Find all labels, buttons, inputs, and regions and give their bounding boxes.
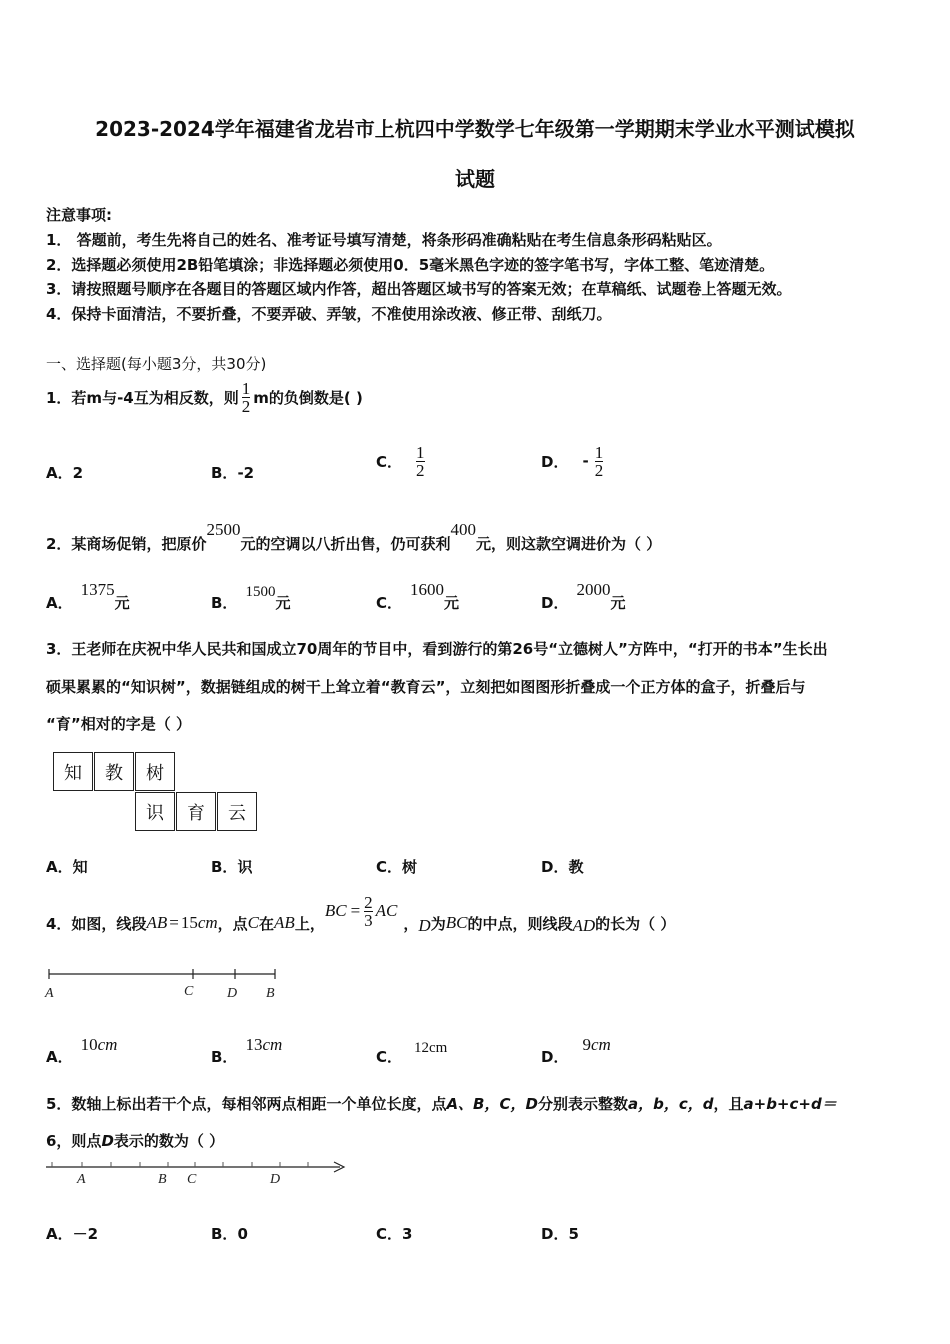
q3-option-a: A．知 bbox=[46, 858, 88, 876]
point-d-label: D bbox=[227, 986, 238, 1001]
q3-option-c: C．树 bbox=[376, 858, 418, 876]
question-3-line1: 3．王老师在庆祝中华人民共和国成立70周年的节目中，看到游行的第26号“立德树人”方阵中，“打开的书本”生长出 bbox=[46, 640, 828, 658]
q1-d-fraction: $\frac{1}{2}$ bbox=[594, 442, 604, 480]
question-3-line2: 硕果累累的“知识树”，数据链组成的树干上耸立着“教育云”，立刻把如图图形折叠成一个正方体的盒子，折叠后与 bbox=[46, 678, 806, 696]
notice-heading: 注意事项: bbox=[46, 206, 112, 224]
page-title: 2023-2024学年福建省龙岩市上杭四中学数学七年级第一学期期末学业水平测试模拟 bbox=[95, 117, 855, 141]
q1-option-c: C． $\frac{1}{2}$ bbox=[376, 442, 425, 480]
numline-b-label: B bbox=[158, 1172, 167, 1187]
q4-bc-formula: BC = $\frac{2}{3}$ AC bbox=[324, 892, 398, 930]
number-line-diagram bbox=[40, 1156, 360, 1190]
net-cell-yun: 云 bbox=[217, 792, 257, 831]
q1-option-b: B．-2 bbox=[211, 464, 255, 482]
q5-option-b: B．0 bbox=[211, 1225, 248, 1243]
point-c-label: C bbox=[184, 984, 194, 999]
notice-item-4: 4．保持卡面清洁，不要折叠，不要弄破、弄皱，不准使用涂改液、修正带、刮纸刀。 bbox=[46, 305, 612, 323]
numline-c-label: C bbox=[187, 1172, 197, 1187]
q4-option-b: B．13cm bbox=[211, 1035, 283, 1066]
numline-a-label: A bbox=[77, 1172, 86, 1187]
net-cell-jiao: 教 bbox=[94, 752, 134, 791]
q2-option-b: B．1500元 bbox=[211, 584, 291, 612]
q3-option-d: D．教 bbox=[541, 858, 584, 876]
q2-option-a: A．1375元 bbox=[46, 580, 130, 612]
q1-frac-num: 1 bbox=[241, 378, 251, 398]
q4-option-d: D．9cm bbox=[541, 1035, 611, 1066]
question-2: 2．某商场促销，把原价2500元的空调以八折出售，仍可获利400元，则这款空调进价为（ ） bbox=[46, 520, 662, 553]
notice-item-1: 1． 答题前，考生先将自己的姓名、准考证号填写清楚，将条形码准确粘贴在考生信息条形码粘贴区。 bbox=[46, 231, 722, 249]
q5-option-c: C．3 bbox=[376, 1225, 413, 1243]
q3-option-b: B．识 bbox=[211, 858, 253, 876]
net-cell-shu: 树 bbox=[135, 752, 175, 791]
q2-price: 2500 bbox=[206, 520, 241, 539]
notice-item-3: 3．请按照题号顺序在各题目的答题区域内作答，超出答题区域书写的答案无效；在草稿纸、试题卷上答题无效。 bbox=[46, 280, 792, 298]
q2-option-d: D．2000元 bbox=[541, 580, 626, 612]
q5-option-a: A．－2 bbox=[46, 1225, 99, 1243]
q1-c-fraction: $\frac{1}{2}$ bbox=[416, 442, 425, 480]
q1-fraction bbox=[242, 380, 251, 415]
q1-suffix: m的负倒数是( ) bbox=[253, 388, 363, 407]
q1-prefix: 1．若m与-4互为相反数，则 bbox=[46, 388, 239, 407]
question-4: 4．如图，线段 AB = 15 cm ，点 C 在 AB 上， BC = $\frac{2}{3}$ AC ， D 为 BC 的中点，则线段 AD 的长为（ ） bbox=[46, 892, 676, 935]
page-title-line2: 试题 bbox=[455, 167, 495, 191]
net-cell-yu: 育 bbox=[176, 792, 216, 831]
segment-diagram bbox=[40, 964, 290, 1004]
notice-item-2: 2．选择题必须使用2B铅笔填涂；非选择题必须使用0．5毫米黑色字迹的签字笔书写，字体工整、笔迹清楚。 bbox=[46, 256, 775, 274]
q4-option-c: C． 12cm bbox=[376, 1040, 448, 1066]
q2-profit: 400 bbox=[450, 520, 476, 539]
point-b-label: B bbox=[266, 986, 275, 1001]
q1-option-a: A．2 bbox=[46, 464, 84, 482]
q1-frac-den: 2 bbox=[241, 396, 251, 416]
question-5-line2: 6，则点D表示的数为（ ） bbox=[46, 1132, 225, 1150]
net-cell-zhi: 知 bbox=[53, 752, 93, 791]
q4-option-a: A．10cm bbox=[46, 1035, 118, 1066]
question-3-line3: “育”相对的字是（ ） bbox=[46, 715, 191, 733]
numline-d-label: D bbox=[270, 1172, 281, 1187]
section-heading: 一、选择题(每小题3分，共30分) bbox=[46, 355, 267, 373]
point-a-label: A bbox=[45, 986, 54, 1001]
net-cell-shi: 识 bbox=[135, 792, 175, 831]
question-5-line1: 5．数轴上标出若干个点，每相邻两点相距一个单位长度，点A、B，C，D分别表示整数a，b，c，d，且a+b+c+d＝ bbox=[46, 1095, 837, 1113]
q2-option-c: C．1600元 bbox=[376, 580, 460, 612]
q5-option-d: D．5 bbox=[541, 1225, 579, 1243]
q1-option-d: D． - $\frac{1}{2}$ bbox=[541, 442, 604, 480]
question-1 bbox=[46, 376, 363, 418]
